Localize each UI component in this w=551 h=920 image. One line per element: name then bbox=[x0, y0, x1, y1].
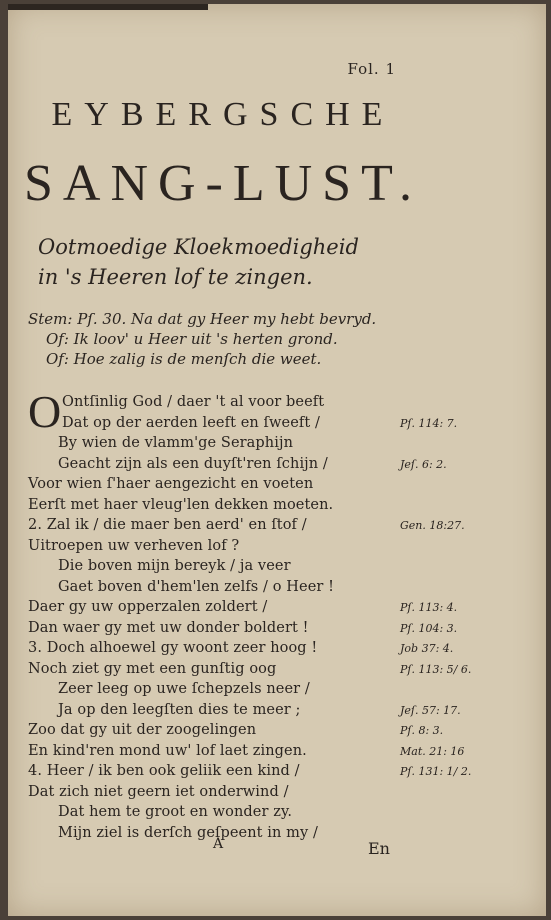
drop-cap: O bbox=[28, 386, 62, 437]
margin-reference: Pſ. 113: 5/ 6. bbox=[400, 662, 472, 676]
margin-reference: Jeſ. 57: 17. bbox=[400, 703, 461, 717]
verse-line: Gaet boven d'hem'len zelfs / o Heer ! bbox=[58, 578, 335, 595]
verse-line: Eerſt met haer vleug'len dekken moeten. bbox=[28, 496, 334, 513]
margin-reference: Pſ. 8: 3. bbox=[400, 724, 444, 737]
verse-line: Mijn ziel is derſch geſpeent in my / bbox=[58, 824, 319, 841]
verse-line: Zoo dat gy uit der zoogelingen bbox=[28, 722, 257, 738]
verse-line: 2. Zal ik / die maer ben aerd' en ſtof / bbox=[28, 517, 307, 533]
verse-line: Die boven mijn bereyk / ja veer bbox=[58, 558, 291, 574]
verse-block bbox=[28, 386, 398, 843]
title-line-2: SANG-LUST. bbox=[23, 155, 423, 212]
subtitle-line: Ootmoedige Kloekmoedigheid bbox=[38, 235, 359, 259]
margin-reference: Job 37: 4. bbox=[400, 642, 454, 655]
subtitle bbox=[38, 232, 408, 292]
book-page bbox=[8, 4, 546, 916]
margin-reference: Jeſ. 6: 2. bbox=[400, 457, 447, 471]
margin-reference: Pſ. 113: 4. bbox=[400, 601, 458, 614]
tune-line: Of: Hoe zalig is de menſch die weet. bbox=[46, 350, 322, 368]
folio-number: Fol. 1 bbox=[347, 60, 396, 78]
verse-line: 4. Heer / ik ben ook geliik een kind / bbox=[28, 763, 300, 779]
verse-line: En kind'ren mond uw' lof laet zingen. bbox=[28, 742, 307, 759]
margin-reference: Mat. 21: 16 bbox=[400, 744, 465, 758]
margin-reference: Gen. 18:27. bbox=[400, 519, 465, 532]
verse-line: Zeer leeg op uwe ſchepzels neer / bbox=[58, 681, 310, 697]
margin-reference: Pſ. 104: 3. bbox=[400, 621, 458, 635]
page-edge-shadow bbox=[8, 4, 208, 10]
tune-indication bbox=[28, 309, 376, 369]
verse-line: Noch ziet gy met een gunſtig oog bbox=[28, 660, 277, 677]
verse-line: Dat hem te groot en wonder zy. bbox=[58, 804, 293, 820]
verse-line: Uitroepen uw verheven lof ? bbox=[28, 537, 240, 554]
verse-line: Ontſinlig God / daer 't al voor beeft bbox=[62, 394, 325, 410]
verse-line: Dat zich niet geern iet onderwind / bbox=[28, 783, 289, 800]
tune-line: Of: Ik loov' u Heer uit 's herten grond. bbox=[46, 330, 338, 348]
verse-line: Dan waer gy met uw donder boldert ! bbox=[28, 619, 309, 636]
subtitle-line: in 's Heeren lof te zingen. bbox=[38, 265, 313, 289]
title-line-1: EYBERGSCHE bbox=[51, 96, 395, 133]
verse-line: Dat op der aerden leeft en ſweeft / bbox=[62, 414, 320, 431]
margin-reference: Pſ. 114: 7. bbox=[400, 416, 458, 430]
verse-line: Daer gy uw opperzalen zoldert / bbox=[28, 599, 268, 615]
catchword: En bbox=[368, 839, 390, 858]
tune-line: Stem: Pſ. 30. Na dat gy Heer my hebt bevryd. bbox=[28, 310, 377, 328]
verse-line: By wien de vlamm'ge Seraphijn bbox=[58, 435, 294, 451]
verse-line: Voor wien ſ'haer aengezicht en voeten bbox=[28, 476, 314, 492]
verse-line: Geacht zijn als een duyſt'ren ſchijn / bbox=[58, 455, 328, 472]
signature-mark: A bbox=[213, 836, 224, 852]
verse-line: Ja op den leegſten dies te meer ; bbox=[58, 701, 301, 718]
verse-line: 3. Doch alhoewel gy woont zeer hoog ! bbox=[28, 640, 318, 656]
margin-reference: Pſ. 131: 1/ 2. bbox=[400, 765, 472, 778]
